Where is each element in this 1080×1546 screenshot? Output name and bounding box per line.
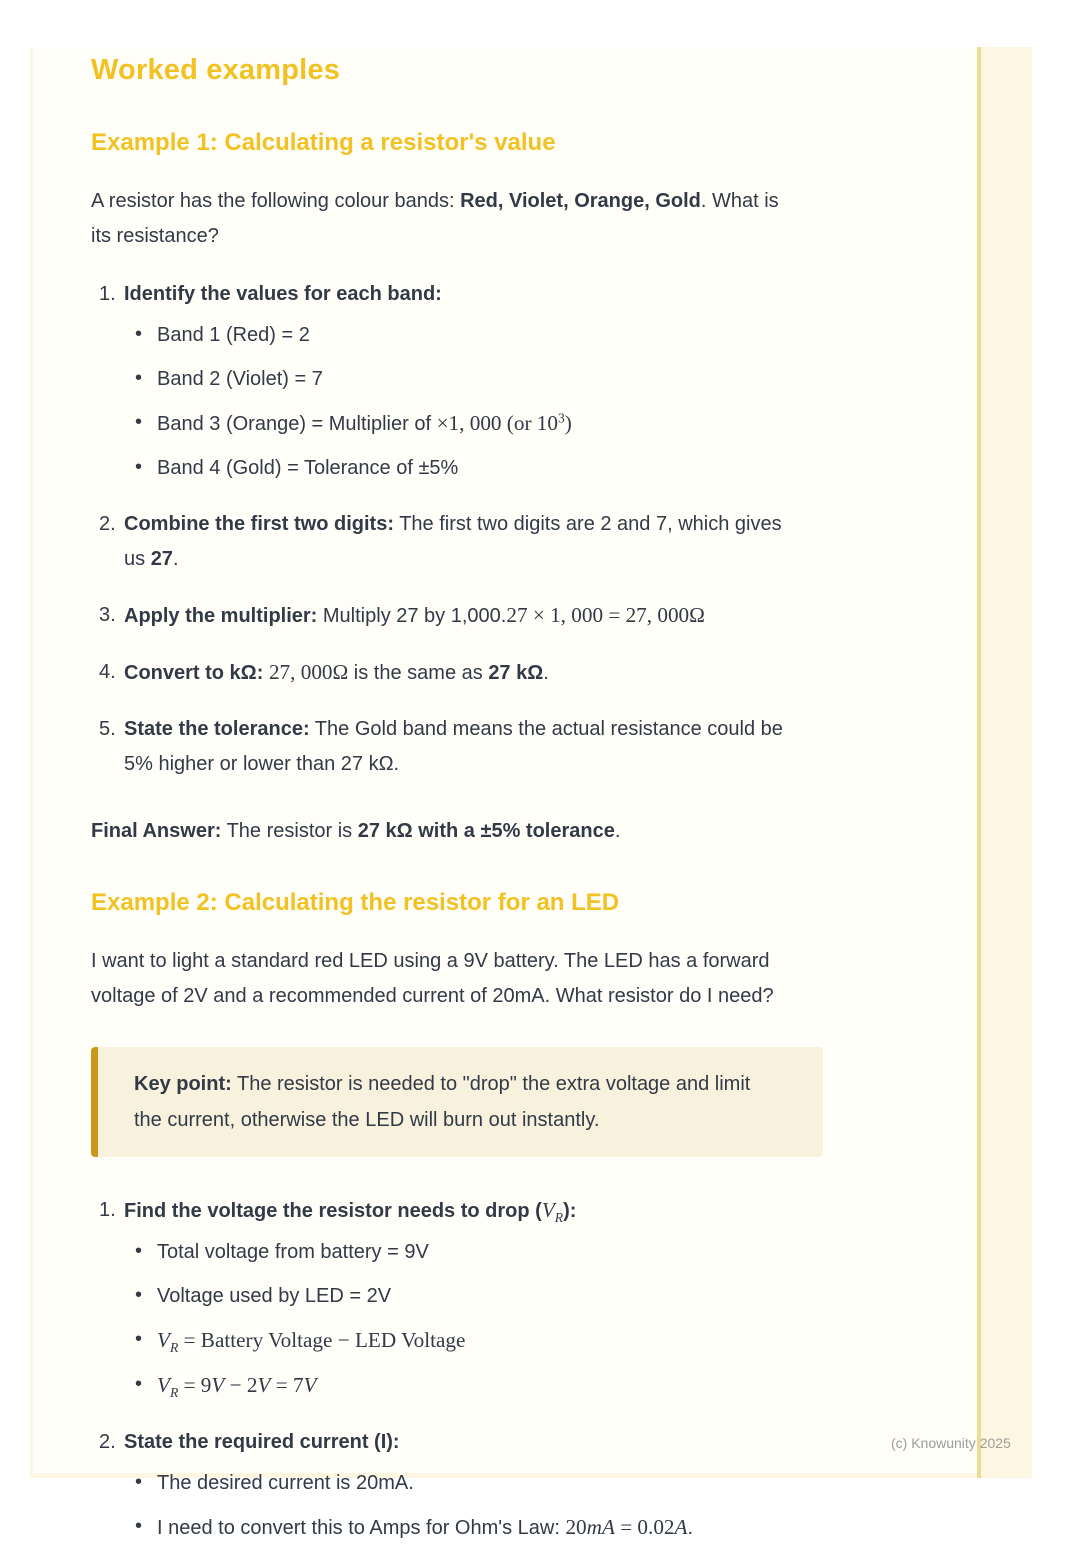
example2-heading: Example 2: Calculating the resistor for an LED <box>91 889 620 916</box>
step-text: Apply the multiplier: Multiply 27 by 1,000.27 × 1, 000 = 27, 000Ω <box>124 603 705 627</box>
page-edge-stripe <box>977 47 981 1478</box>
step-text: State the required current (I): <box>124 1431 400 1453</box>
bullet-item: • Voltage used by LED = 2V <box>124 1279 913 1314</box>
step-item <box>91 598 913 634</box>
final-answer-paragraph: Final Answer: The resistor is 27 kΩ with a ±5% tolerance. <box>91 820 621 842</box>
bullet-item: • Band 1 (Red) = 2 <box>124 318 913 353</box>
bullet-item: • Band 3 (Orange) = Multiplier of ×1, 000 (or $10^3$) <box>124 406 913 442</box>
step-text: State the tolerance: The Gold band means the actual resistance could be 5% higher or lower than 27 kΩ. <box>124 718 783 775</box>
document-page <box>33 47 977 1539</box>
bullet-list <box>124 318 913 486</box>
step-item <box>91 277 913 486</box>
bullet-item: • I need to convert this to Amps for Ohm's Law: 20mA = 0.02A. <box>124 1510 913 1546</box>
step-text: Combine the first two digits: The first two digits are 2 and 7, which gives us 27. <box>124 513 782 570</box>
example1-intro-paragraph: A resistor has the following colour bands: Red, Violet, Orange, Gold. What is its resistance? <box>91 190 779 247</box>
step-item <box>91 655 913 691</box>
step-text: Find the voltage the resistor needs to drop $(V_R)$: <box>124 1198 577 1225</box>
bullet-item: • Band 4 (Gold) = Tolerance of ±5% <box>124 451 913 486</box>
document-content <box>33 47 913 1546</box>
copyright-watermark: (c) Knowunity 2025 <box>891 1435 1011 1451</box>
step-text: Convert to kΩ: 27, 000Ω is the same as 27 kΩ. <box>124 660 549 684</box>
example2-intro-paragraph: I want to light a standard red LED using a 9V battery. The LED has a forward voltage of 2V and a recommended current of 20mA. What resistor do I need? <box>91 950 774 1007</box>
bullet-item: • $V_R = 9V - 2V = 7V$ <box>124 1368 913 1404</box>
bullet-item: • $V_R$ = Battery Voltage − LED Voltage <box>124 1323 913 1359</box>
step-text: Identify the values for each band: <box>124 283 442 305</box>
step-item <box>91 507 913 577</box>
example1-heading: Example 1: Calculating a resistor's value <box>91 129 556 156</box>
bullet-item: • The desired current is 20mA. <box>124 1466 913 1501</box>
step-item <box>91 1193 913 1404</box>
step-item <box>91 712 913 782</box>
example1-steps-list <box>91 277 913 782</box>
bullet-list <box>124 1466 913 1546</box>
page-title: Worked examples <box>91 54 341 86</box>
bullet-item: • Band 2 (Violet) = 7 <box>124 362 913 397</box>
bullet-item: • Total voltage from battery = 9V <box>124 1235 913 1270</box>
key-point-callout: Key point: The resistor is needed to "drop" the extra voltage and limit the current, otherwise the LED will burn out instantly. <box>91 1047 823 1157</box>
example2-steps-list <box>91 1193 913 1546</box>
bullet-list <box>124 1235 913 1404</box>
